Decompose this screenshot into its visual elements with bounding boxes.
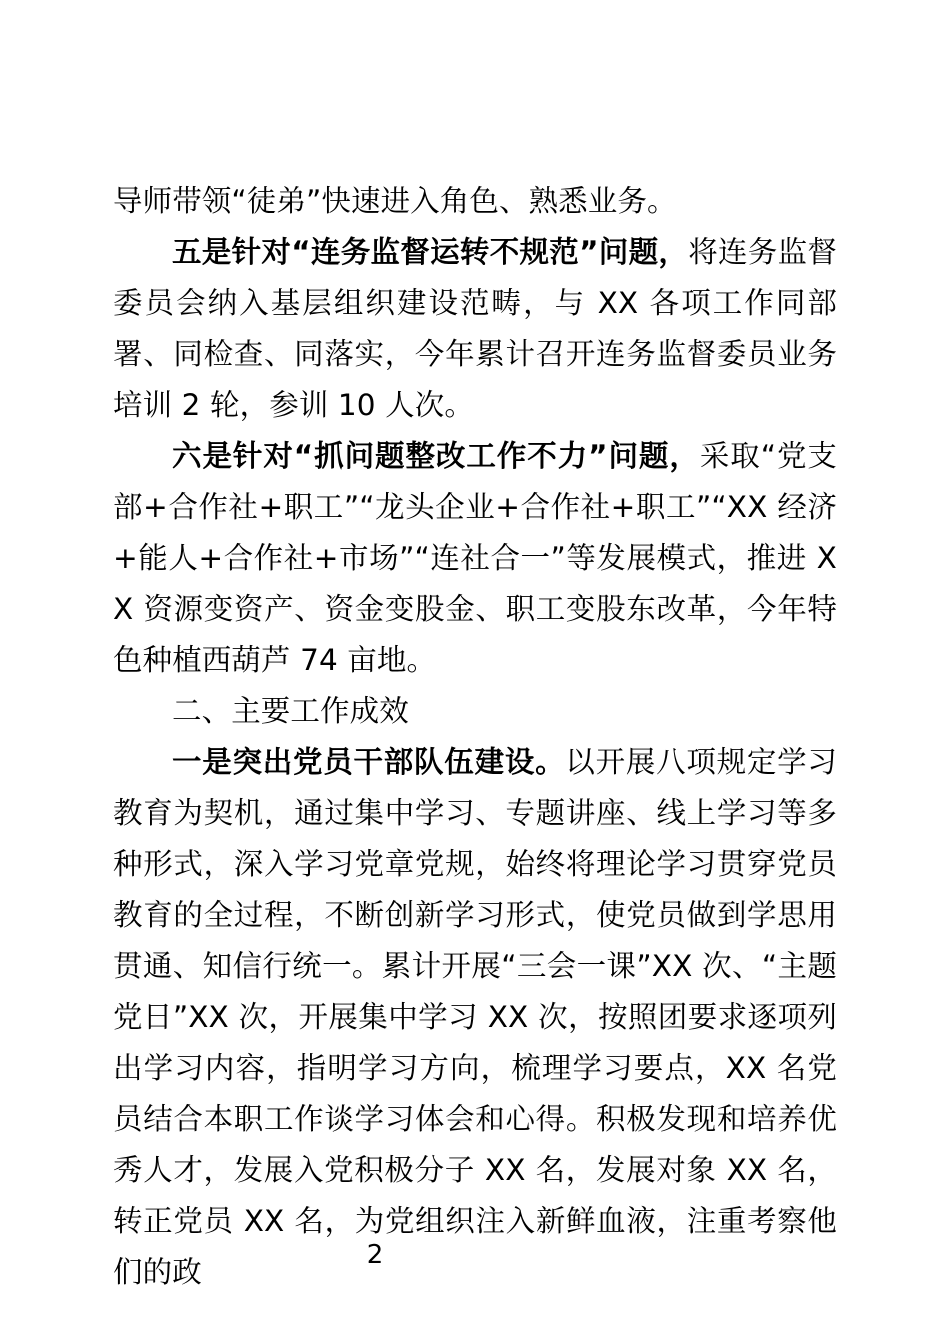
run-emphasis: 一是突出党员干部队伍建设。 — [172, 745, 566, 779]
run-emphasis: 六是针对“抓问题整改工作不力”问题， — [172, 439, 700, 473]
p-continuation-mentor — [113, 176, 837, 227]
document-body — [113, 176, 837, 1298]
run-text: 采取“党支部+合作社+职工”“龙头企业+合作社+职工”“XX 经济+能人+合作社+市场”“连社合一”等发展模式，推进 XX 资源变资产、资金变股金、职工变股东改革，今年特色种植西葫芦 74 亩地。 — [113, 439, 837, 677]
run-text: 将连务监督委员会纳入基层组织建设范畴，与 XX 各项工作同部署、同检查、同落实，今年累计召开连务监督委员业务培训 2 轮，参训 10 人次。 — [113, 235, 837, 422]
p-item-six — [113, 431, 837, 686]
p-item-five — [113, 227, 837, 431]
run-text: 导师带领“徒弟”快速进入角色、熟悉业务。 — [113, 184, 677, 218]
run-emphasis: 五是针对“连务监督运转不规范”问题， — [172, 235, 689, 269]
run-text: 二、主要工作成效 — [172, 694, 409, 728]
page-number: 2 — [366, 1240, 384, 1270]
p-section-two-heading — [113, 686, 837, 737]
run-text: 以开展八项规定学习教育为契机，通过集中学习、专题讲座、线上学习等多种形式，深入学习党章党规，始终将理论学习贯穿党员教育的全过程，不断创新学习形式，使党员做到学思用贯通、知信行统一。累计开展“三会一课”XX 次、“主题党日”XX 次，开展集中学习 XX 次，按照团要求逐项列出学习内容，指明学习方向，梳理学习要点，XX 名党员结合本职工作谈学习体会和心得。积极发现和培养优秀人才，发展入党积极分子 XX 名，发展对象 XX 名，转正党员 XX 名，为党组织注入新鲜血液，注重考察他们的政 — [113, 745, 837, 1289]
p-achievement-one — [113, 737, 837, 1298]
